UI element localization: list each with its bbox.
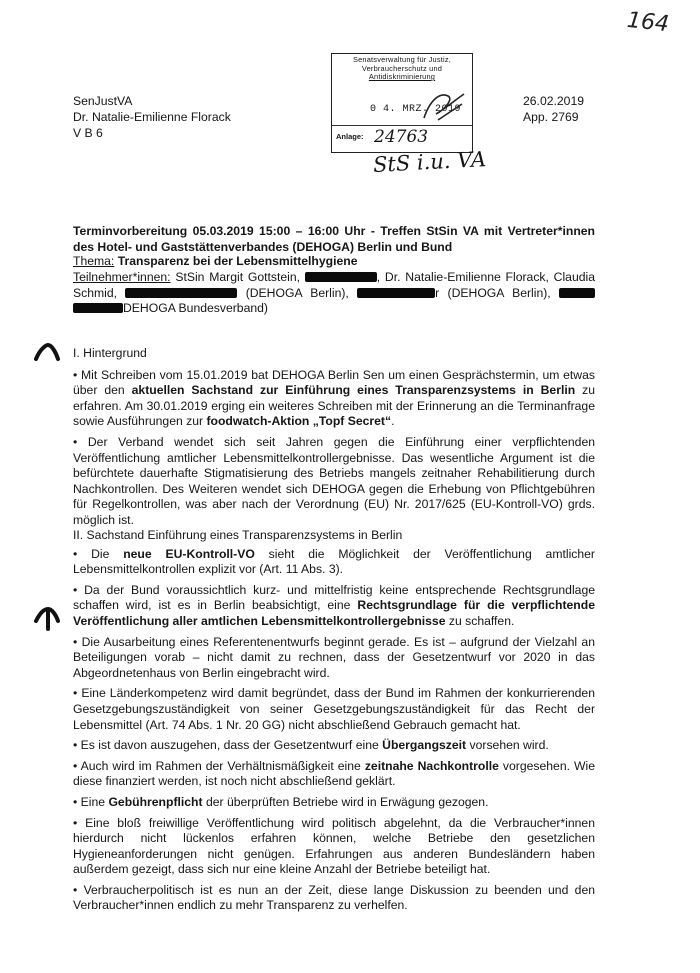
- section-1-bullet-2: • Der Verband wendet sich seit Jahren gegen die Einführung einer verpflichtenden Veröffentlichung amtlicher Lebensmittelkontrollergebnisse. Das wesentliche Argument ist die befürchtete dauerhafte Stigmatisierung des Betriebs mangels zeitnaher Rehabilitierung durch Nachkontrollen. Des Weiteren wendet sich DEHOGA gegen die Erhebung von Pflichtgebühren für Regelkontrollen, was aber nach der Verordnung (EU) Nr. 2017/625 (EU-Kontroll-VO) grds. möglich ist.: [73, 434, 595, 527]
- document-title: Terminvorbereitung 05.03.2019 15:00 – 16:00 Uhr - Treffen StSin VA mit Vertreter*innen des Hotel- und Gaststättenverbandes (DEHOGA) Berlin und Bund: [73, 224, 595, 254]
- reference-number: App. 2769: [523, 110, 579, 124]
- sender-block: [73, 93, 231, 141]
- redaction-bar: [357, 288, 435, 298]
- bullet-bold-text: foodwatch-Aktion „Topf Secret“: [206, 414, 392, 429]
- bullet-text: zu erfahren. Am 30.01.2019 erging ein weiteres Schreiben mit der Erinnerung an die Terminanfrage sowie Ausführungen zur: [73, 383, 595, 429]
- topic-text: Transparenz bei der Lebensmittelhygiene: [117, 254, 358, 268]
- stamp-anlage-value: 24763: [374, 127, 429, 147]
- bullet-text: • Mit Schreiben vom 15.01.2019 bat DEHOGA Berlin Sen um einen Gesprächstermin, um etwas über den: [73, 367, 595, 398]
- bullet-bold-text: Übergangszeit: [382, 738, 467, 753]
- bullet-text: vorsehen wird.: [466, 738, 549, 753]
- section-2-bullet-8: • Eine bloß freiwillige Veröffentlichung wird politisch abgelehnt, da die Verbraucher*innen hierdurch nicht lückenlos erfahren können, welche Betriebe den gesetzlichen Hygieneanforderungen nicht genügen. Erfahrungen aus anderen Bundesländern haben außerdem gezeigt, dass sich nur eine kleine Anzahl der Betriebe beteiligt hat.: [73, 815, 595, 877]
- bullet-text: zu schaffen.: [445, 613, 515, 628]
- sender-line-3: V B 6: [73, 126, 103, 140]
- sender-line-2: Dr. Natalie-Emilienne Florack: [73, 110, 231, 124]
- bullet-text: • Eine: [73, 794, 109, 809]
- margin-mark-icon: [34, 343, 60, 361]
- bullet-bold-text: zeitnahe Nachkontrolle: [364, 758, 499, 773]
- bullet-text: vorgesehen. Wie diese finanziert werden, ist noch nicht abschließend geklärt.: [73, 758, 596, 789]
- section-2-bullet-4: • Eine Länderkompetenz wird damit begründet, dass der Bund im Rahmen der konkurrierenden Gesetzgebungszuständigkeit von seiner Gesetzgebungszuständigkeit für das Recht der Lebensmittel (Art. 74 Abs. 1 Nr. 20 GG) nicht abschließend Gebrauch gemacht hat.: [73, 686, 595, 732]
- bullet-text: sieht die Möglichkeit der Veröffentlichung amtlicher Lebensmittelkontrollen explizit vor (Art. 11 Abs. 3).: [73, 546, 595, 577]
- stamp-line-2: Verbraucherschutz und: [361, 63, 443, 73]
- sender-line-1: SenJustVA: [73, 94, 133, 108]
- handwritten-note: StS i.u. VA: [372, 147, 487, 177]
- participants-label: Teilnehmer*innen:: [73, 270, 171, 284]
- bullet-bold-text: neue EU-Kontroll-VO: [123, 546, 255, 561]
- receipt-stamp: [331, 53, 473, 153]
- margin-mark-icon: [34, 607, 60, 631]
- section-2-bullet-3: • Die Ausarbeitung eines Referentenentwurfs beginnt gerade. Es ist – aufgrund der Vielzahl an Beteiligungen vorab – nicht damit zu rechnen, dass der Gesetzentwurf vor 2020 in das Abgeordnetenhaus von Berlin eingebracht wird.: [73, 634, 595, 680]
- participant-5: DEHOGA Bundesverband): [123, 301, 268, 316]
- redaction-bar: [305, 272, 377, 282]
- section-2-bullet-7: [73, 795, 595, 811]
- date-block: [523, 93, 584, 125]
- page-number: 164: [625, 7, 671, 38]
- bullet-text: .: [391, 414, 395, 429]
- bullet-text: • Da der Bund voraussichtlich kurz- und mittelfristig keine entsprechende Rechtsgrundlage schaffen wird, ist es in Berlin beabsichtigt, eine: [73, 582, 595, 613]
- stamp-line-3: Antidiskriminierung: [368, 72, 436, 81]
- bullet-text: • Es ist davon auszugehen, dass der Gesetzentwurf eine: [73, 738, 383, 753]
- participants: [73, 270, 595, 317]
- section-2-heading: II. Sachstand Einführung eines Transparenzsystems in Berlin: [73, 528, 403, 542]
- bullet-text: der überprüften Betriebe wird in Erwägung gezogen.: [202, 794, 489, 809]
- section-status: [73, 528, 595, 919]
- bullet-text: • Auch wird im Rahmen der Verhältnismäßigkeit eine: [73, 758, 365, 773]
- redaction-bar: [559, 288, 595, 298]
- section-2-bullet-9: • Verbraucherpolitisch ist es nun an der Zeit, diese lange Diskussion zu beenden und den Verbraucher*innen endlich zu mehr Transparenz zu verhelfen.: [73, 882, 595, 913]
- redaction-bar: [125, 288, 237, 298]
- bullet-text: • Die: [73, 546, 124, 561]
- section-2-bullet-6: [73, 759, 595, 790]
- participant-2: , Dr. Natalie-Emilienne Florack, Claudia Schmid,: [73, 270, 595, 300]
- redaction-bar: [73, 303, 123, 313]
- section-1-heading: I. Hintergrund: [73, 346, 147, 360]
- section-1-bullet-1: [73, 368, 595, 430]
- bullet-bold-text: aktuellen Sachstand zur Einführung eines Transparenzsystems in Berlin: [131, 383, 576, 398]
- topic-line: [73, 254, 595, 270]
- bullet-bold-text: Rechtsgrundlage für die verpflichtende Veröffentlichung aller amtlichen Lebensmittelkontrollergebnisse: [73, 598, 595, 628]
- stamp-header: [332, 54, 472, 82]
- section-background: [73, 346, 595, 534]
- document-date: 26.02.2019: [523, 94, 584, 108]
- section-2-bullet-1: [73, 547, 595, 578]
- participant-1: StSin Margit Gottstein,: [175, 270, 301, 284]
- stamp-signature-icon: [418, 90, 468, 124]
- stamp-received-date: 0 4. MRZ. 2019: [370, 104, 462, 115]
- section-2-bullet-5: [73, 738, 595, 754]
- participant-4: r (DEHOGA Berlin),: [435, 285, 551, 300]
- section-2-bullet-2: [73, 583, 595, 630]
- topic-label: Thema:: [73, 254, 115, 268]
- participant-3: (DEHOGA Berlin),: [245, 285, 349, 300]
- bullet-bold-text: Gebührenpflicht: [108, 794, 203, 809]
- stamp-line-1: Senatsverwaltung für Justiz,: [352, 55, 452, 64]
- stamp-anlage-label: Anlage:: [336, 132, 364, 141]
